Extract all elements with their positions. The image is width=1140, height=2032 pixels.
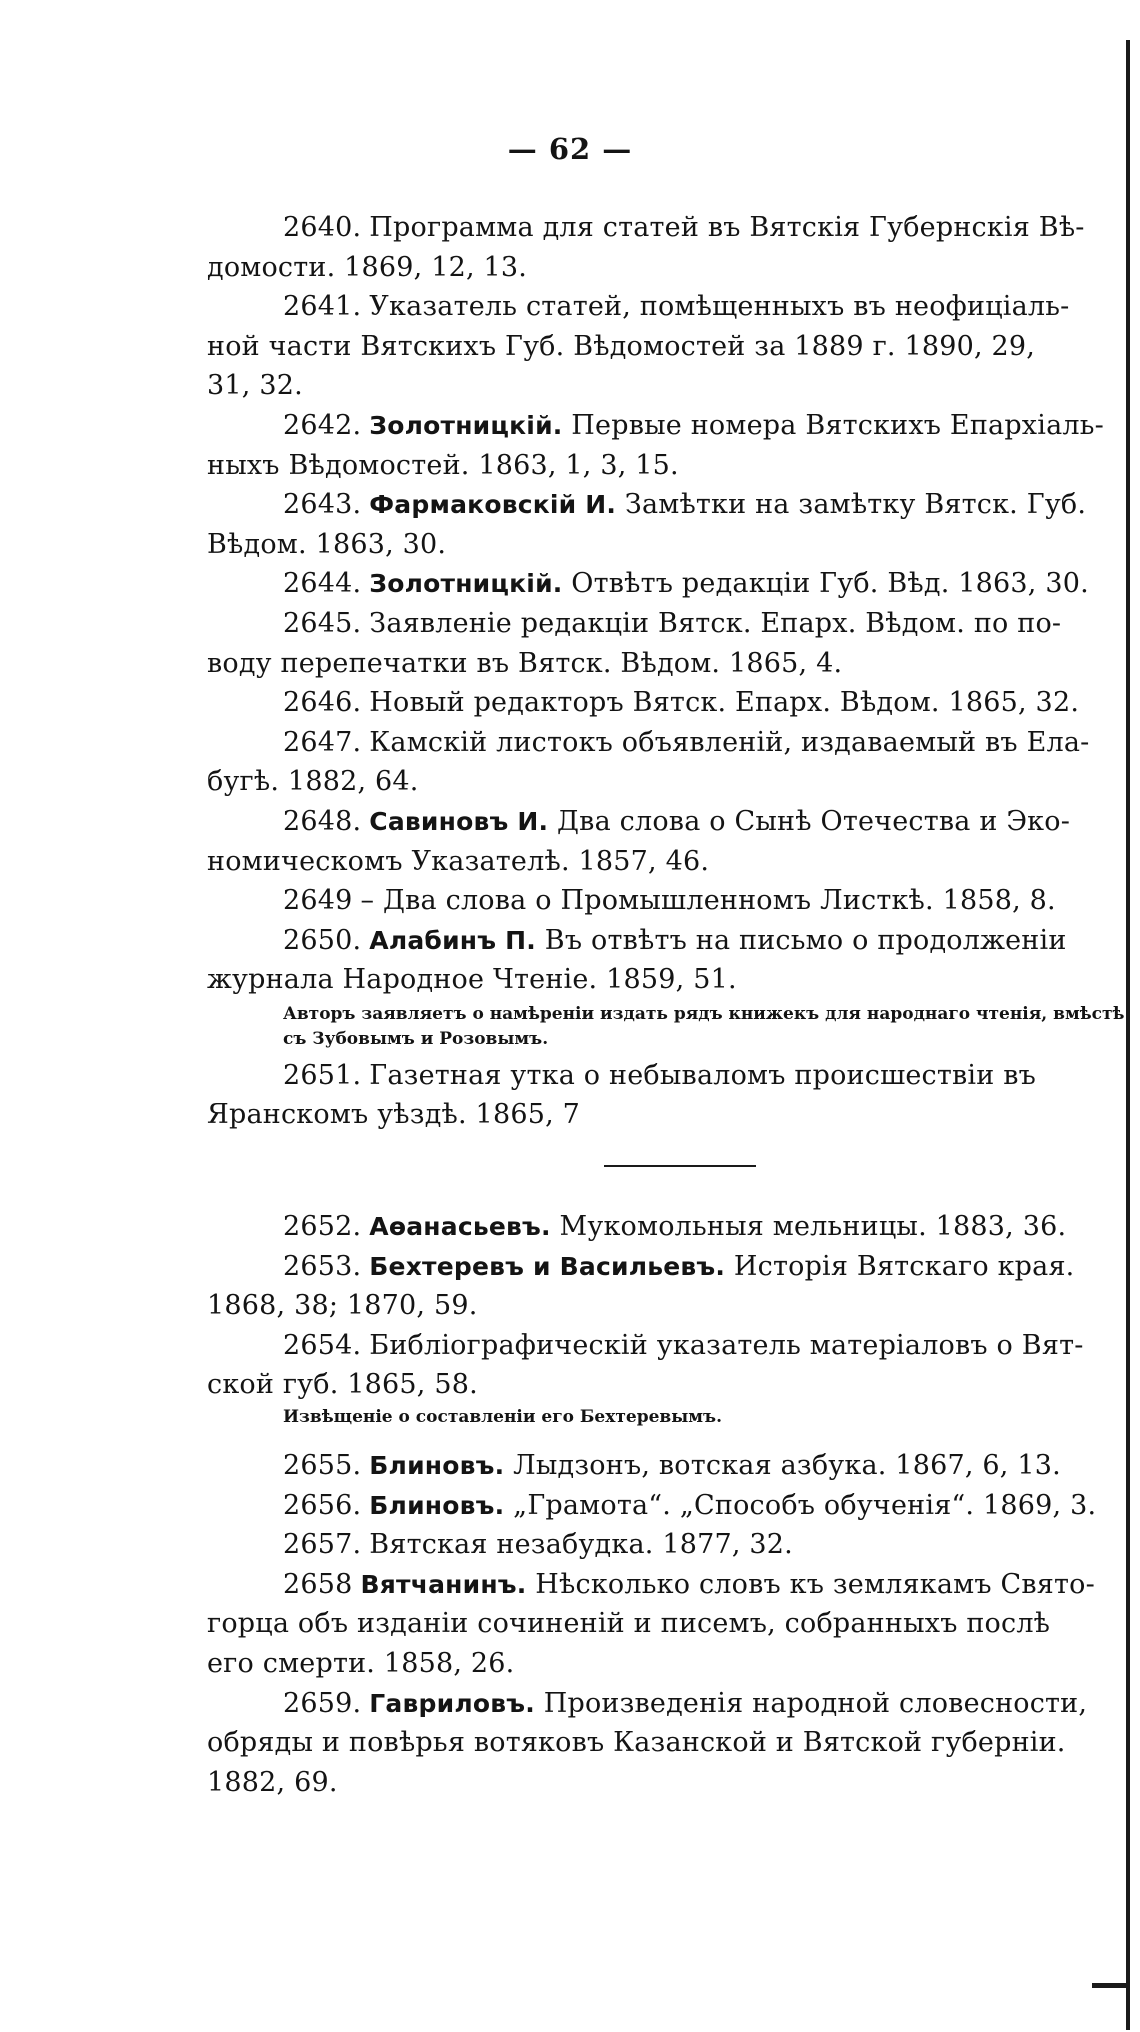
entry-continuation: журнала Народное Чтеніе. 1859, 51. bbox=[207, 964, 737, 996]
page-number: — 62 — bbox=[507, 132, 633, 166]
entry-continuation: номическомъ Указателѣ. 1857, 46. bbox=[207, 845, 710, 877]
entry-line bbox=[207, 1056, 1126, 1096]
entry-title: „Грамота“. „Способъ обученія“. 1869, 3. bbox=[513, 1489, 1097, 1521]
section-separator bbox=[604, 1165, 756, 1167]
entry-group-top bbox=[207, 208, 1126, 1000]
entry-note-2650: Авторъ заявляетъ о намѣреніи издать рядъ книжекъ для народнаго чтенія, вмѣстѣ съ Зубовымъ и Розовымъ. bbox=[283, 1003, 1125, 1049]
entry-continuation: воду перепечатки въ Вятск. Вѣдом. 1865, 4. bbox=[207, 647, 843, 679]
entry-author: Аѳанасьевъ. bbox=[369, 1212, 551, 1242]
entry-title: Вятская незабудка. 1877, 32. bbox=[369, 1529, 793, 1561]
entry-title: Замѣтки на замѣтку Вятск. Губ. bbox=[624, 489, 1087, 521]
entry-number: 2648. bbox=[283, 805, 362, 837]
entry-title: Исторія Вятскаго края. bbox=[733, 1250, 1075, 1282]
entry-continuation: обряды и повѣрья вотяковъ Казанской и Вятской губерніи. bbox=[207, 1727, 1066, 1759]
entry-title: Новый редакторъ Вятск. Епарх. Вѣдом. 1865, 32. bbox=[369, 687, 1080, 719]
entry-title: Первые номера Вятскихъ Епархіаль- bbox=[571, 409, 1104, 441]
entry-author: Алабинъ П. bbox=[369, 925, 536, 955]
entry-title: Мукомольныя мельницы. 1883, 36. bbox=[559, 1211, 1067, 1243]
entry-line bbox=[207, 604, 1126, 644]
entry-line bbox=[207, 921, 1126, 961]
entry-group-bottom bbox=[207, 1207, 1126, 1405]
entry-continuation: ской губ. 1865, 58. bbox=[207, 1369, 478, 1401]
entry-number: 2656. bbox=[283, 1489, 362, 1521]
entry-line bbox=[207, 406, 1126, 446]
entry-title: Произведенія народной словесности, bbox=[543, 1687, 1088, 1719]
entry-number: 2654. bbox=[283, 1329, 362, 1361]
entry-line bbox=[207, 1525, 1126, 1565]
entry-number: 2647. bbox=[283, 726, 362, 758]
entry-author: Золотницкій. bbox=[369, 569, 563, 599]
entry-number: 2651. bbox=[283, 1059, 362, 1091]
entry-continuation: Яранскомъ уѣздѣ. 1865, 7 bbox=[207, 1099, 581, 1131]
entry-title: Газетная утка о небываломъ происшествіи въ bbox=[369, 1059, 1037, 1091]
entry-continuation: ныхъ Вѣдомостей. 1863, 1, 3, 15. bbox=[207, 449, 679, 481]
entry-number: 2644. bbox=[283, 568, 362, 600]
entry-continuation: домости. 1869, 12, 13. bbox=[207, 251, 528, 283]
entry-number: 2655. bbox=[283, 1450, 362, 1482]
entry-author: Золотницкій. bbox=[369, 410, 563, 440]
entry-continuation: его смерти. 1858, 26. bbox=[207, 1648, 515, 1679]
entry-number: 2646. bbox=[283, 687, 362, 719]
entry-group-last bbox=[207, 1446, 1126, 1802]
page-edge-line bbox=[1126, 40, 1130, 2030]
entry-author: Савиновъ И. bbox=[369, 806, 549, 836]
entry-line bbox=[207, 802, 1126, 842]
entry-title: Программа для статей въ Вятскія Губернскія Вѣ- bbox=[369, 212, 1085, 243]
entry-line bbox=[207, 1207, 1126, 1247]
entry-line bbox=[207, 564, 1126, 604]
entry-number: 2650. bbox=[283, 924, 362, 956]
entry-line bbox=[207, 1684, 1126, 1724]
entry-continuation: Вѣдом. 1863, 30. bbox=[207, 528, 447, 560]
entry-number: 2657. bbox=[283, 1529, 362, 1561]
entry-line bbox=[207, 287, 1126, 327]
entry-title: Заявленіе редакціи Вятск. Епарх. Вѣдом. по по- bbox=[369, 607, 1062, 639]
entry-line bbox=[207, 1326, 1126, 1366]
entry-author: Бехтеревъ и Васильевъ. bbox=[369, 1251, 726, 1281]
entry-number: 2659. bbox=[283, 1687, 362, 1719]
entry-number: 2642. bbox=[283, 409, 362, 441]
entry-number: 2641. bbox=[283, 291, 362, 323]
entry-continuation: бугѣ. 1882, 64. bbox=[207, 766, 419, 798]
entry-continuation: 31, 32. bbox=[207, 370, 303, 402]
entry-author: Блиновъ. bbox=[369, 1490, 505, 1520]
entry-title: Камскій листокъ объявленій, издаваемый въ Ела- bbox=[369, 726, 1090, 758]
entry-line bbox=[207, 1565, 1126, 1605]
entry-line bbox=[207, 881, 1126, 921]
entry-number: 2658 bbox=[283, 1568, 353, 1600]
entry-author: Гавриловъ. bbox=[369, 1688, 535, 1718]
entry-title: Библіографическій указатель матеріаловъ о Вят- bbox=[369, 1329, 1084, 1361]
entry-number: 2652. bbox=[283, 1211, 362, 1243]
entry-line bbox=[207, 208, 1126, 248]
entry-title: – Два слова о Промышленномъ Листкѣ. 1858, 8. bbox=[360, 885, 1056, 917]
entry-title: Лыдзонъ, вотская азбука. 1867, 6, 13. bbox=[513, 1450, 1061, 1482]
entry-line bbox=[207, 683, 1126, 723]
entry-author: Вятчанинъ. bbox=[360, 1569, 527, 1599]
entry-line bbox=[207, 1247, 1126, 1287]
entry-author: Фармаковскій И. bbox=[369, 490, 617, 520]
entry-continuation: 1882, 69. bbox=[207, 1766, 338, 1798]
entry-title: Указатель статей, помѣщенныхъ въ неофиціаль- bbox=[369, 291, 1070, 323]
entry-group-2651 bbox=[207, 1056, 1126, 1135]
page-edge-mark bbox=[1092, 1983, 1126, 1988]
entry-continuation: горца объ изданіи сочиненій и писемъ, собранныхъ послѣ bbox=[207, 1608, 1051, 1640]
entry-author: Блиновъ. bbox=[369, 1451, 505, 1481]
entry-number: 2649 bbox=[283, 885, 353, 917]
entry-number: 2640. bbox=[283, 212, 362, 243]
entry-number: 2645. bbox=[283, 607, 362, 639]
entry-title: Отвѣтъ редакціи Губ. Вѣд. 1863, 30. bbox=[571, 568, 1089, 600]
entry-title: Два слова о Сынѣ Отечества и Эко- bbox=[557, 805, 1071, 837]
entry-note-2654: Извѣщеніе о составленіи его Бехтеревымъ. bbox=[283, 1407, 723, 1428]
entry-line bbox=[207, 723, 1126, 763]
entry-title: Нѣсколько словъ къ землякамъ Свято- bbox=[535, 1568, 1095, 1600]
entry-number: 2653. bbox=[283, 1250, 362, 1282]
entry-line bbox=[207, 485, 1126, 525]
entry-line bbox=[207, 1446, 1126, 1486]
entry-title: Въ отвѣтъ на письмо о продолженіи bbox=[544, 924, 1067, 956]
entry-continuation: 1868, 38; 1870, 59. bbox=[207, 1290, 478, 1322]
bibliography-list bbox=[207, 208, 1126, 1802]
entry-number: 2643. bbox=[283, 489, 362, 521]
entry-line bbox=[207, 1486, 1126, 1526]
entry-continuation: ной части Вятскихъ Губ. Вѣдомостей за 1889 г. 1890, 29, bbox=[207, 330, 1036, 362]
